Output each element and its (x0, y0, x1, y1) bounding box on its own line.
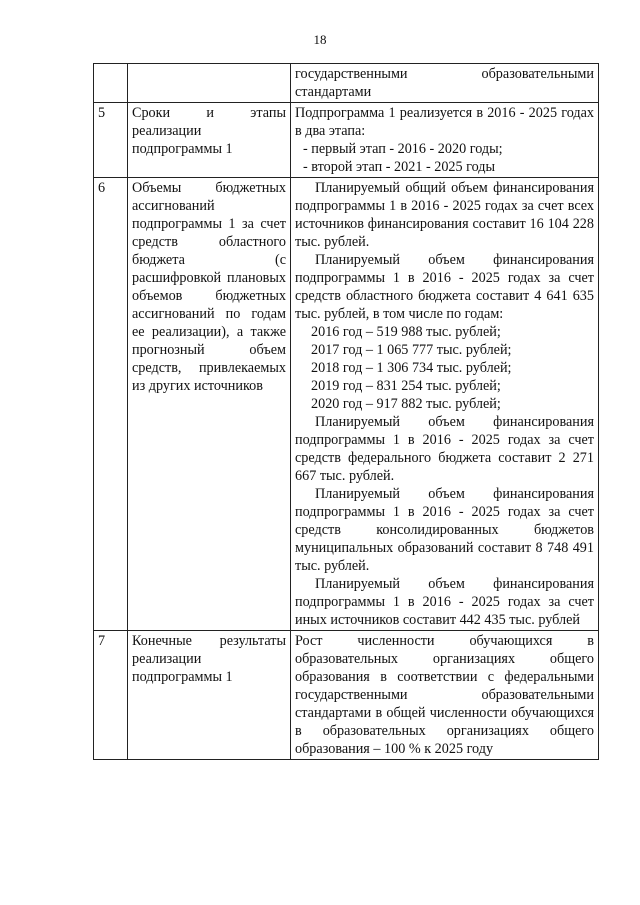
funding-total-paragraph: Планируемый общий объем финансирования подпрограммы 1 в 2016 - 2025 годах за счет всех источников финансирования составит 16 104 228 тыс. рублей. (295, 180, 594, 250)
funding-year-line: 2016 год – 519 988 тыс. рублей; (311, 324, 501, 340)
row-name-cell: Сроки и этапы реализации подпрограммы 1 (128, 103, 291, 178)
row-number-cell: 5 (94, 103, 128, 178)
table-row-results (94, 631, 599, 760)
table-row-continued (94, 64, 599, 103)
row-name-cell (128, 64, 291, 103)
row-description-cell (291, 178, 599, 631)
funding-federal-paragraph: Планируемый объем финансирования подпрограммы 1 в 2016 - 2025 годах за счет средств федерального бюджета составит 2 271 667 тыс. рублей. (295, 414, 594, 484)
row-description-cell: Рост численности обучающихся в образовательных организациях общего образования в соответствии с федеральными государственными образовательными стандартами в общей численности обучающихся в образовательных организациях общего образования – 100 % к 2025 году (291, 631, 599, 760)
row-description-cell (291, 103, 599, 178)
funding-municipal-paragraph: Планируемый объем финансирования подпрограммы 1 в 2016 - 2025 годах за счет средств консолидированных бюджетов муниципальных образований составит 8 748 491 тыс. рублей. (295, 486, 594, 574)
passport-table (93, 63, 599, 760)
stage-line: - второй этап - 2021 - 2025 годы (303, 159, 496, 175)
stage-line: - первый этап - 2016 - 2020 годы; (303, 141, 503, 157)
row-number-cell (94, 64, 128, 103)
table-row-terms (94, 103, 599, 178)
row-number-cell: 7 (94, 631, 128, 760)
funding-year-line: 2017 год – 1 065 777 тыс. рублей; (311, 342, 512, 358)
funding-regional-paragraph: Планируемый объем финансирования подпрограммы 1 в 2016 - 2025 годах за счет средств областного бюджета составит 4 641 635 тыс. рублей, в том числе по годам: (295, 252, 594, 322)
funding-other-paragraph: Планируемый объем финансирования подпрограммы 1 в 2016 - 2025 годах за счет иных источников составит 442 435 тыс. рублей (295, 576, 594, 628)
row-name-cell: Объемы бюджетных ассигнований подпрограммы 1 за счет средств областного бюджета (с расшифровкой плановых объемов бюджетных ассигнований по годам ее реализации), а также прогнозный объем средств, привлекаемых из других источников (128, 178, 291, 631)
page-number: 18 (313, 32, 327, 47)
row-description-cell: государственными образовательными стандартами (291, 64, 599, 103)
funding-year-line: 2018 год – 1 306 734 тыс. рублей; (311, 360, 512, 376)
row-name-cell: Конечные результаты реализации подпрограммы 1 (128, 631, 291, 760)
table-row-funding (94, 178, 599, 631)
funding-year-line: 2019 год – 831 254 тыс. рублей; (311, 378, 501, 394)
terms-intro: Подпрограмма 1 реализуется в 2016 - 2025 годах в два этапа: (295, 105, 594, 139)
row-number-cell: 6 (94, 178, 128, 631)
funding-year-line: 2020 год – 917 882 тыс. рублей; (311, 396, 501, 412)
